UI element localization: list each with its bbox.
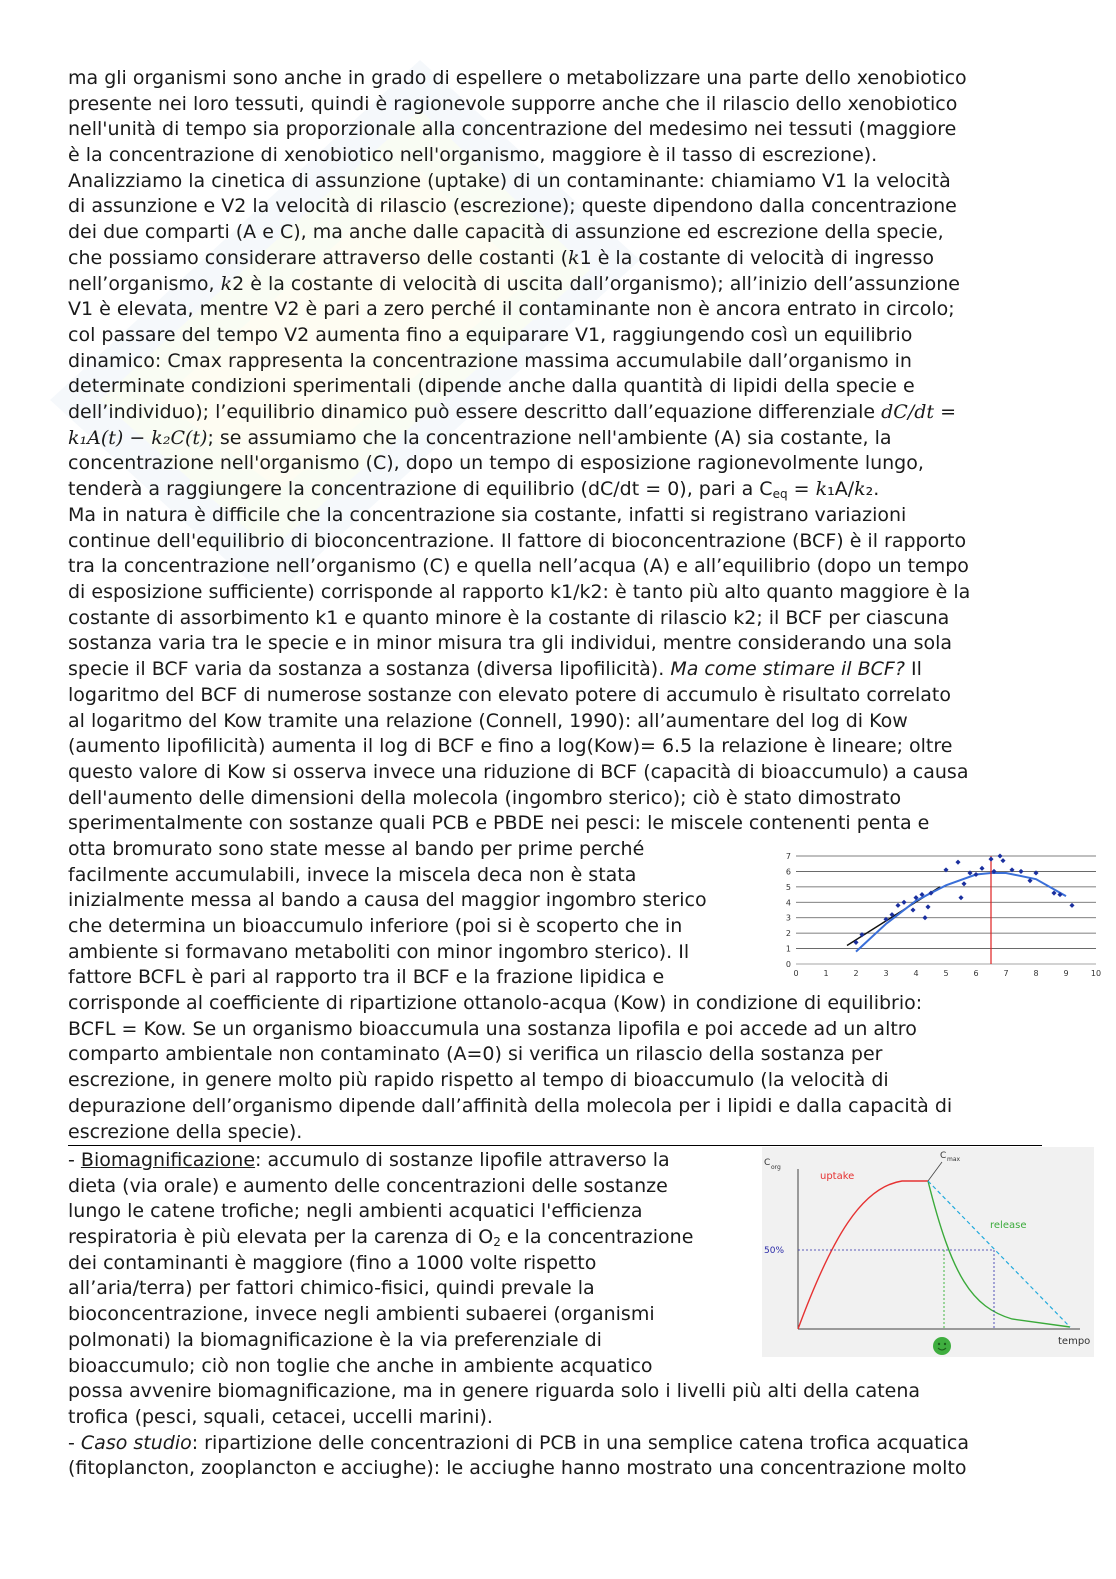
horizontal-rule	[68, 1145, 1042, 1146]
y-axis-label: C	[764, 1158, 771, 1168]
text-line: nell'unità di tempo sia proporzionale alla concentrazione del medesimo nei tessuti (maggiore	[68, 118, 957, 141]
x-tick-label: 9	[1063, 969, 1069, 978]
text-line: possa avvenire biomagnificazione, ma in genere riguarda solo i livelli più alti della catena	[68, 1380, 921, 1403]
x-tick-label: 3	[883, 969, 889, 978]
text-line: concentrazione nell'organismo (C), dopo un tempo di esposizione ragionevolmente lungo,	[68, 452, 924, 475]
half-concentration-label: 50%	[764, 1246, 785, 1256]
text-span: ₁A/	[827, 478, 855, 500]
text-span: che possiamo considerare attraverso delle costanti (	[68, 246, 569, 269]
x-tick-label: 5	[943, 969, 949, 978]
text-line: che determina un bioaccumulo inferiore (poi si è scoperto che in	[68, 915, 683, 937]
text-line: escrezione, in genere molto più rapido rispetto al tempo di bioaccumulo (la velocità di	[68, 1069, 889, 1092]
smiley-icon	[933, 1337, 951, 1355]
text-line: depurazione dell’organismo dipende dall’affinità della molecola per i lipidi e dalla capacità di	[68, 1094, 953, 1117]
y-tick-label: 1	[785, 944, 791, 954]
text-line	[68, 400, 1043, 426]
text-line: lungo le catene trofiche; negli ambienti acquatici l'efficienza	[68, 1200, 643, 1223]
text-line: costante di assorbimento k1 e quanto minore è la costante di rilascio k2; il BCF per ciascuna	[68, 606, 950, 629]
text-span: ₂.	[865, 478, 880, 500]
y-tick-label: 0	[785, 960, 791, 969]
data-point	[1018, 869, 1023, 874]
text-line: bioconcentrazione, invece negli ambienti subaerei (organismi	[68, 1303, 655, 1326]
smiley-face	[933, 1337, 951, 1355]
text-line: logaritmo del BCF di numerose sostanze con elevato potere di accumulo è risultato correlato	[68, 683, 951, 706]
text-line: di assunzione e V2 la velocità di rilascio (escrezione); queste dipendono dalla concentrazione	[68, 195, 957, 218]
text-line: determinate condizioni sperimentali (dipende anche dalla quantità di lipidi della specie e	[68, 375, 915, 398]
text-line: inizialmente messa al bando a causa del maggior ingombro sterico	[68, 889, 707, 912]
x-tick-label: 10	[1090, 969, 1102, 978]
text-line	[68, 1431, 1043, 1457]
x-tick-label: 1	[823, 969, 829, 978]
text-line	[68, 426, 1043, 452]
data-point	[901, 900, 906, 905]
text-line: col passare del tempo V2 aumenta fino a equiparare V1, raggiungendo così un equilibrio	[68, 323, 913, 346]
data-point	[979, 866, 984, 871]
math-k: k	[854, 478, 866, 500]
text-line: di esposizione sufficiente) corrisponde al rapporto k1/k2: è tanto più alto quanto maggiore è la	[68, 581, 971, 604]
text-line: bioaccumulo; ciò non toglie che anche in ambiente acquatico	[68, 1354, 653, 1377]
text-span: Il	[904, 658, 922, 681]
text-line: dei due comparti (A e C), ma anche dalle capacità di assunzione ed escrezione della specie,	[68, 221, 944, 244]
text-span: respiratoria è più elevata per la carenza di O	[68, 1226, 494, 1249]
paragraph-uptake-kinetics	[68, 66, 1043, 503]
text-span: nell’organismo,	[68, 272, 221, 295]
data-point	[997, 853, 1002, 858]
chart-background	[762, 1147, 1094, 1357]
data-point	[910, 907, 915, 912]
text-line: dell'aumento delle dimensioni della molecola (ingombro sterico); ciò è stato dimostrato	[68, 786, 902, 809]
y-tick-label: 2	[785, 929, 791, 939]
text-span: ; se assumiamo che la concentrazione nell'ambiente (A) sia costante, la	[207, 426, 892, 449]
data-point	[961, 881, 966, 886]
y-tick-label: 4	[785, 898, 791, 908]
text-line: continue dell'equilibrio di bioconcentrazione. Il fattore di bioconcentrazione (BCF) è il rapporto	[68, 529, 967, 552]
text-line: questo valore di Kow si osserva invece una riduzione di BCF (capacità di bioaccumulo) a causa	[68, 760, 969, 783]
text-span: -	[68, 1431, 81, 1454]
y-tick-label: 5	[785, 882, 791, 892]
text-line: sostanza varia tra le specie e in minor misura tra gli individui, mentre considerando una sola	[68, 632, 953, 655]
cmax-label: C	[940, 1151, 947, 1161]
text-line: all’aria/terra) per fattori chimico-fisici, quindi prevale la	[68, 1277, 595, 1300]
text-span: specie il BCF varia da sostanza a sostanza (diversa lipofilicità).	[68, 658, 671, 681]
text-span: -	[68, 1149, 81, 1171]
text-line: dieta (via orale) e aumento delle concentrazioni delle sostanze	[68, 1174, 668, 1197]
text-line: al logaritmo del Kow tramite una relazione (Connell, 1990): all’aumentare del log di Kow	[68, 709, 908, 732]
text-line: sperimentalmente con sostanze quali PCB e PBDE nei pesci: le miscele contenenti penta e	[68, 812, 930, 835]
x-tick-label: 2	[853, 969, 859, 978]
paragraph-bcf	[68, 503, 1043, 1145]
smiley-eye	[938, 1343, 940, 1345]
y-axis-label-subscript: org	[771, 1164, 781, 1171]
text-line: otta bromurato sono state messe al bando per prime perché	[68, 837, 645, 860]
text-span: : accumulo di sostanze lipofile attraverso la	[255, 1149, 670, 1171]
release-label: release	[990, 1220, 1027, 1231]
smiley-eye	[944, 1343, 946, 1345]
text-line: polmonati) la biomagnificazione è la via preferenziale di	[68, 1328, 602, 1351]
data-point	[895, 903, 900, 908]
x-tick-label: 8	[1033, 969, 1039, 978]
text-line: facilmente accumulabili, invece la miscela deca non è stata	[68, 863, 637, 886]
cmax-label-subscript: max	[947, 1156, 961, 1163]
text-line: dei contaminanti è maggiore (fino a 1000 volte rispetto	[68, 1251, 597, 1274]
math-k1: k	[568, 246, 580, 269]
data-point	[922, 915, 927, 920]
text-line: ambiente si formavano metaboliti con minor ingombro sterico). Il	[68, 940, 690, 963]
text-line	[68, 246, 1043, 272]
data-point	[988, 857, 993, 862]
text-line: tra la concentrazione nell’organismo (C) e quella nell’acqua (A) e all’equilibrio (dopo un tempo	[68, 555, 969, 578]
data-point	[925, 904, 930, 909]
text-line	[68, 477, 1043, 503]
math-k: k	[815, 478, 828, 500]
text-span: dell’individuo); l’equilibrio dinamico può essere descritto dall’equazione differenziale	[68, 400, 882, 423]
uptake-release-chart	[762, 1147, 1094, 1357]
text-span: e la concentrazione	[500, 1226, 694, 1249]
y-tick-label: 7	[785, 852, 791, 861]
text-span: tenderà a raggiungere la concentrazione di equilibrio (dC/dt = 0), pari a C	[68, 478, 773, 500]
text-line: fattore BCFL è pari al rapporto tra il BCF e la frazione lipidica e	[68, 966, 665, 989]
text-line: Analizziamo la cinetica di assunzione (uptake) di un contaminante: chiamiamo V1 la velocità	[68, 169, 951, 192]
text-line: BCFL = Kow. Se un organismo bioaccumula una sostanza lipofila e poi accede ad un altro	[68, 1017, 917, 1040]
subscript: 2	[493, 1235, 501, 1250]
underlined-term: Biomagnificazione	[80, 1149, 256, 1171]
math-equation: dC/dt =	[881, 400, 956, 423]
y-tick-label: 6	[785, 867, 791, 877]
data-point	[1069, 903, 1074, 908]
text-line: dinamico: Cmax rappresenta la concentrazione massima accumulabile dall’organismo in	[68, 349, 912, 372]
x-axis-label: tempo	[1058, 1336, 1091, 1347]
text-line: (fitoplancton, zooplancton e acciughe): le acciughe hanno mostrato una concentrazione molto	[68, 1457, 967, 1480]
x-tick-label: 7	[1003, 969, 1009, 978]
text-line	[68, 657, 1043, 683]
data-point	[1000, 858, 1005, 863]
italic-term: Caso studio	[80, 1431, 192, 1454]
bcf-kow-scatter-chart	[778, 848, 1106, 984]
x-tick-label: 0	[793, 969, 799, 978]
curve-fit-line	[856, 873, 1066, 952]
text-line: escrezione della specie).	[68, 1120, 303, 1143]
data-point	[955, 860, 960, 865]
text-span: : ripartizione delle concentrazioni di PCB in una semplice catena trofica acquatica	[191, 1431, 969, 1454]
text-span: 2 è la costante di velocità di uscita dall’organismo); all’inizio dell’assunzione	[232, 272, 960, 295]
x-tick-label: 6	[973, 969, 979, 978]
subscript: eq	[772, 487, 788, 501]
math-equation: k₁A(t) − k₂C(t)	[68, 426, 208, 449]
y-tick-label: 3	[785, 913, 791, 923]
text-span: =	[787, 478, 816, 500]
math-k2: k	[220, 272, 233, 295]
text-line: V1 è elevata, mentre V2 è pari a zero perché il contaminante non è ancora entrato in circolo;	[68, 298, 955, 321]
text-line: Ma in natura è difficile che la concentrazione sia costante, infatti si registrano variazioni	[68, 504, 907, 526]
data-point	[973, 872, 978, 877]
text-line	[68, 272, 1043, 298]
uptake-label: uptake	[820, 1171, 855, 1182]
data-point	[958, 895, 963, 900]
text-line: ma gli organismi sono anche in grado di espellere o metabolizzare una parte dello xenobiotico	[68, 67, 967, 89]
text-line: è la concentrazione di xenobiotico nell'organismo, maggiore è il tasso di escrezione).	[68, 144, 878, 167]
text-line: corrisponde al coefficiente di ripartizione ottanolo-acqua (Kow) in condizione di equilibrio:	[68, 992, 923, 1015]
text-line: trofica (pesci, squali, cetacei, uccelli marini).	[68, 1405, 493, 1428]
text-line: (aumento lipofilicità) aumenta il log di BCF e fino a log(Kow)= 6.5 la relazione è lineare; oltre	[68, 735, 953, 758]
text-line: presente nei loro tessuti, quindi è ragionevole supporre anche che il rilascio dello xenobiotico	[68, 92, 958, 115]
x-tick-label: 4	[913, 969, 919, 978]
text-line: comparto ambientale non contaminato (A=0) si verifica un rilascio della sostanza per	[68, 1043, 883, 1066]
italic-question: Ma come stimare il BCF?	[670, 658, 905, 681]
text-span: 1 è la costante di velocità di ingresso	[579, 246, 935, 269]
